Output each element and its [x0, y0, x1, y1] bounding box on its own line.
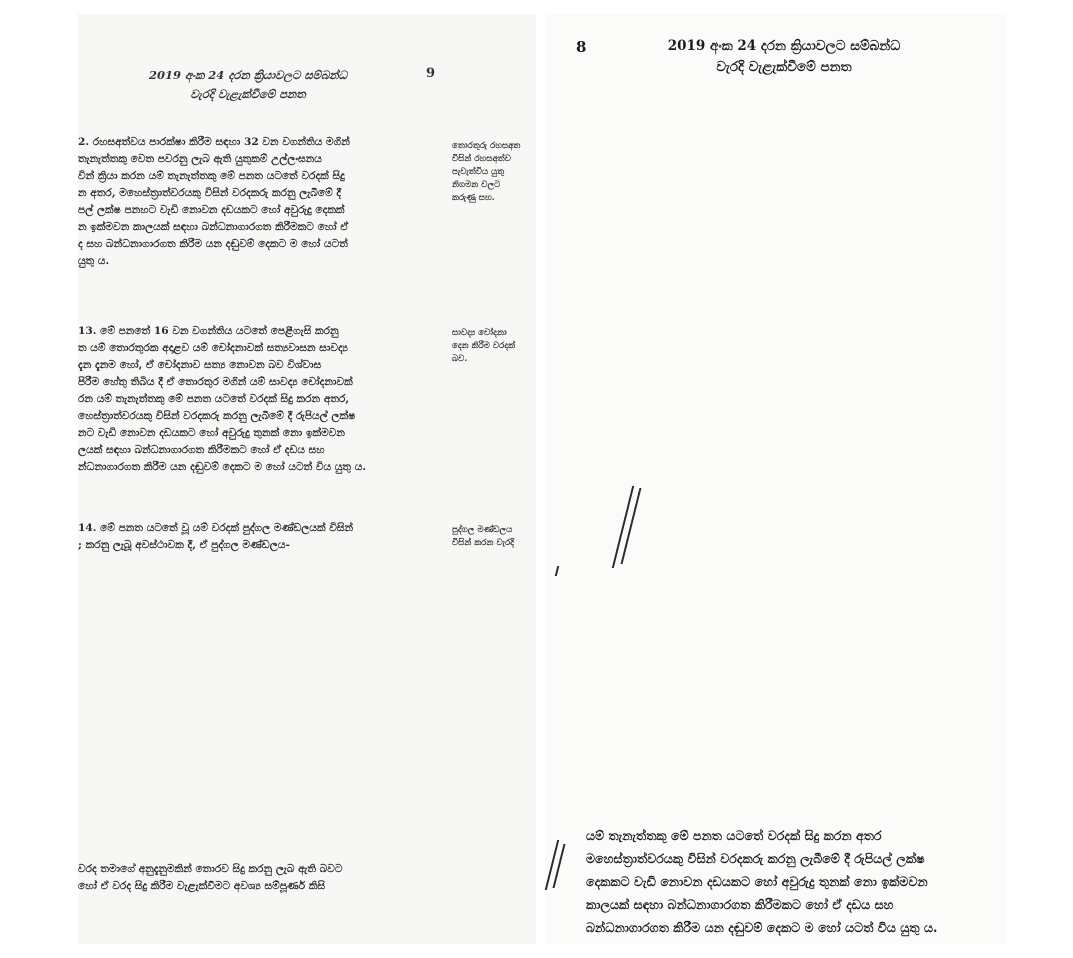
margin-line: පුද්ගල මණ්ඩලය — [452, 525, 513, 535]
left-page-number: 9 — [426, 66, 436, 81]
text-line: න අතර, මහෙස්ත්‍රාත්වරයකු විසින් වරදකරු කරනු ලැබීමේ දී — [78, 187, 342, 199]
right-page — [546, 14, 1006, 944]
text-line: හෝ ඒ වරද සිදු කිරීම වැළැක්වීමට අවශ්‍ය සම්පූර්ණ කිසි — [78, 880, 326, 892]
section-13-marginal-note — [452, 327, 536, 366]
text-line: යුතු ය. — [78, 255, 110, 267]
text-line: 13. මේ පනතේ 16 වන වගන්තිය යටතේ පෙළීගැසි කරනු — [78, 325, 339, 337]
margin-line: දෙන කිරීම වරදක් — [452, 341, 516, 351]
section-14-text — [78, 520, 448, 554]
text-line: 14. මේ පනත යටතේ වූ යම් වරදක් පුද්ගල මණ්ඩලයක් විසින් — [78, 522, 354, 534]
text-line: ; කරනු ලැබූ අවස්ථාවක දී, ඒ පුද්ගල මණ්ඩලය- — [78, 539, 290, 551]
right-page-number: 8 — [576, 38, 587, 56]
right-page-header-title — [634, 36, 934, 78]
text-line: 2. රහසඅත්වය පාරක්ෂා කිරීම සඳහා 32 වන වගන්තිය මගින් — [78, 136, 350, 148]
margin-line: කරුණු සහ. — [452, 193, 495, 203]
right-page-trailing-text — [586, 824, 1004, 939]
text-line: හෙස්ත්‍රාත්වරයකු විසින් වරදකරු කරනු ලැබීමේ දී රුපියල් ලක්ෂ — [78, 410, 356, 422]
text-line: තැනැත්තකු වෙත පවරනු ලැබ ඇති යුතුකම් උල්ලංඝනය — [78, 153, 322, 165]
page-gutter — [536, 14, 546, 944]
section-13-text — [78, 323, 448, 476]
text-line: න ඉක්මවන කාලයක් සඳහා බන්ධනාගාරගත කිරීමකට හෝ ඒ — [78, 221, 349, 233]
right-header-line-1: 2019 අංක 24 දරන ක්‍රියාවලට සම්බන්ධ — [667, 38, 901, 54]
text-line: ත යම් තොරතුරක අදාළව යම් චෝදනාවක් සත්‍යවාසන සාවද්‍ය — [78, 342, 348, 354]
text-line: ද සහ බන්ධනාගාරගත කිරීම යන දඬුවම් දෙකට ම හෝ යටත් — [78, 238, 348, 250]
right-header-line-2: වැරදි වැළැක්වීමේ පනත — [716, 59, 852, 75]
margin-line: තොරතුරු රහසඅත — [452, 141, 521, 151]
text-line: බන්ධනාගාරගත කිරීම යන දඬුවම් දෙකට ම හෝ යටත් විය යුතු ය. — [586, 920, 938, 935]
margin-line: විසින් කරන වැරදි — [452, 538, 515, 548]
text-line: ලයක් සඳහා බන්ධනාගාරගත කිරීමකට හෝ ඒ දඩය සහ — [78, 444, 325, 456]
left-page — [78, 14, 536, 944]
section-12-text — [78, 134, 448, 270]
text-line: පිරීම හේතු තිබිය දී ඒ තොරතුර මගින් යම් සාවද්‍ය චෝදනාවක් — [78, 376, 353, 388]
margin-line: විසින් රහසඅත්ව — [452, 154, 511, 164]
margin-line: සාවද්‍ය චෝදනා — [452, 328, 507, 338]
text-line: දැන දැනම හෝ, ඒ චෝදනාව සත්‍ය නොවන බව විශ්වාස — [78, 359, 322, 371]
text-line: නට වැඩි නොවන දඩයකට හෝ අවුරුදු තුනක් නො ඉක්මවන — [78, 427, 345, 439]
text-line: දෙකකට වැඩි නොවන දඩයකට හෝ අවුරුදු තුනක් නො ඉක්මවන — [586, 874, 928, 889]
text-line: රන යම් තැනැත්තකු මේ පනත යටතේ වරදක් සිදු කරන අතර, — [78, 393, 350, 405]
text-line: පල් ලක්ෂ පනහට වැඩි නොවන දඩයකට හෝ අවුරුදු දෙකක් — [78, 204, 345, 216]
text-line: යම් තැනැත්තකු මේ පනත යටතේ වරදක් සිදු කරන අතර — [586, 828, 882, 843]
margin-line: පැවැත්විය යුතු — [452, 167, 505, 177]
margin-line: බව. — [452, 354, 468, 364]
section-14-marginal-note — [452, 524, 536, 550]
text-line: මහෙස්ත්‍රාත්වරයකු විසින් වරදකරු කරනු ලැබීමේ දී රුපියල් ලක්ෂ — [586, 851, 925, 866]
section-12-marginal-note — [452, 140, 536, 205]
left-header-line-1: 2019 අංක 24 දරන ක්‍රියාවලට සම්බන්ධ — [148, 68, 348, 82]
left-page-trailing-text — [78, 861, 448, 895]
margin-line: නිගමන වලට — [452, 180, 501, 190]
text-line: කාලයක් සඳහා බන්ධනාගාරගත කිරීමකට හෝ ඒ දඩය සහ — [586, 897, 894, 912]
text-line: වින් ක්‍රියා කරන යම් තැනැත්තකු මේ පනත යටතේ වරදක් සිදු — [78, 170, 345, 182]
left-page-header-title — [123, 66, 373, 104]
left-header-line-2: වැරදි වැළැක්වීමේ පනත — [190, 87, 306, 101]
text-line: වරද තමාගේ අනුදැනුමකින් තොරව සිදු කරනු ලැබ ඇති බවට — [78, 863, 343, 875]
text-line: න්ධනාගාරගත කිරීම යන දඬුවම් දෙකට ම හෝ යටත් විය යුතු ය. — [78, 461, 367, 473]
